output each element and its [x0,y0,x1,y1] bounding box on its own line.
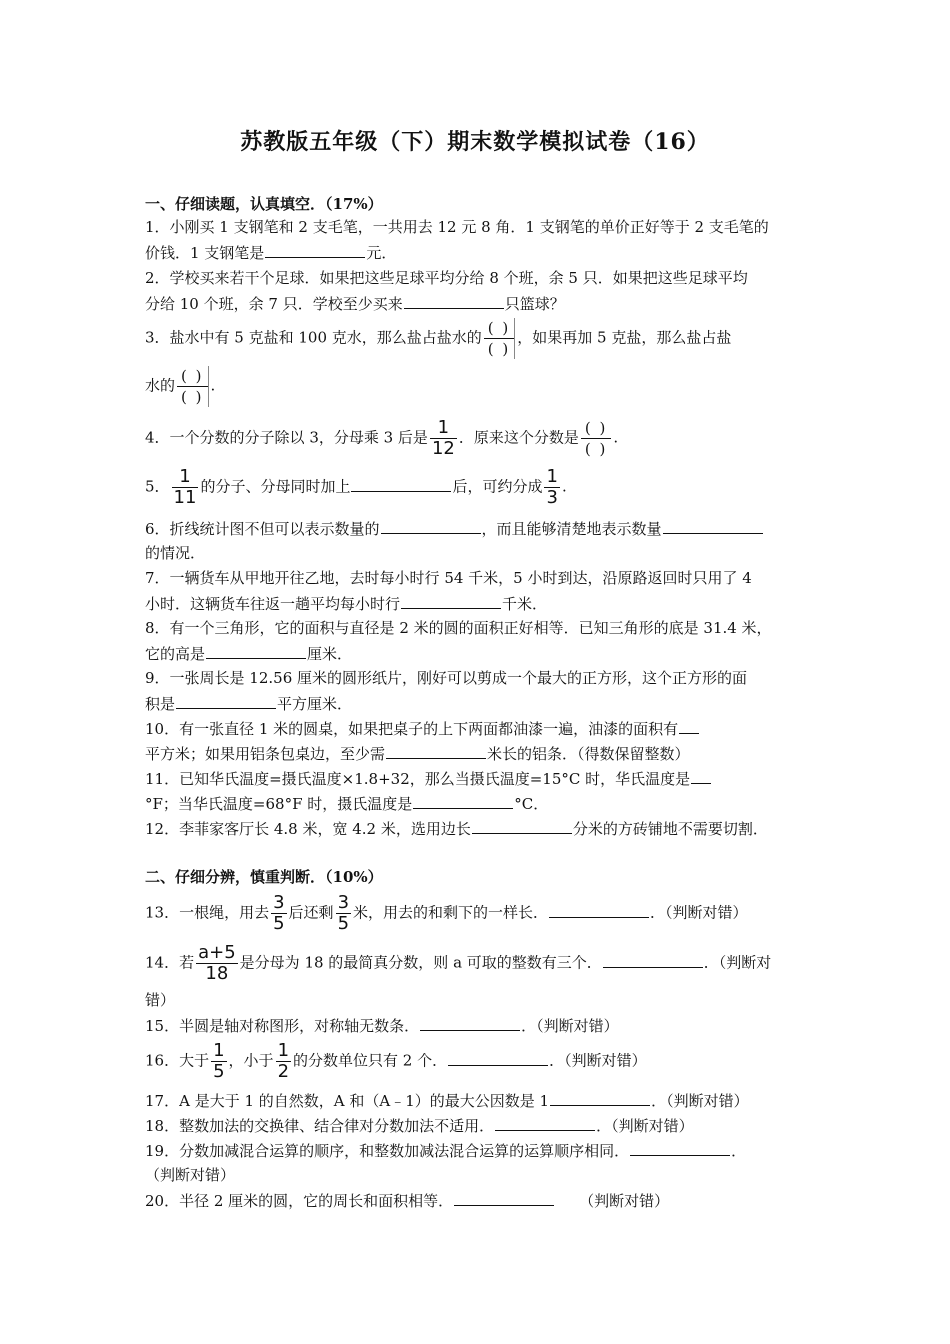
question-16-text: 16．大于 [145,1051,210,1070]
question-13-text: 13．一根绳，用去 [145,903,270,922]
question-4-text: 4．一个分数的分子除以 3，分母乘 3 后是 [145,428,428,447]
numerator-paren: ( ) [181,367,204,385]
fraction-3-5 [271,893,286,934]
answer-blank[interactable] [401,593,501,609]
numerator-paren: ( ) [487,319,511,337]
question-16-text-3: 的分数单位只有 2 个． [293,1051,448,1070]
question-18-text: 18．整数加法的交换律、结合律对分数加法不适用． [145,1117,495,1135]
answer-blank[interactable] [265,242,365,258]
answer-blank[interactable] [206,643,306,659]
fraction-denominator: 11 [173,487,197,508]
question-3-line-1 [145,318,731,359]
question-4-end: . [613,428,619,447]
answer-blank[interactable] [663,518,763,534]
question-10-line-1 [145,718,700,739]
answer-blank[interactable] [404,293,504,309]
answer-blank[interactable] [691,768,711,784]
question-17-note: ．（判断对错） [651,1092,749,1110]
question-10-text-3: 米长的铝条．（得数保留整数） [487,745,690,763]
fraction-answer-box[interactable] [177,366,208,407]
question-5-text: 的分子、分母同时加上 [200,477,351,496]
question-19-line-2: （判断对错） [145,1166,236,1184]
question-3-line-2 [145,366,215,407]
fraction-numerator: 1 [179,466,191,487]
question-8-text: 它的高是 [145,645,206,663]
answer-blank[interactable] [413,793,513,809]
question-19-text: 19．分数加减混合运算的顺序，和整数加减法混合运算的运算顺序相同． [145,1142,630,1160]
question-10-text-2: 平方米；如果用铝条包桌边，至少需 [145,745,386,763]
question-8-unit: 厘米． [307,645,353,663]
fraction-1-11 [172,467,199,508]
fraction-numerator: 1 [546,466,558,487]
question-16-text-2: ，小于 [228,1051,274,1070]
fraction-3-5 [336,893,351,934]
question-9-line-2 [145,693,352,714]
question-6-line-2: 的情况． [145,544,206,562]
question-2-line-1: 2．学校买来若干个足球．如果把这些足球平均分给 8 个班，余 5 只．如果把这些足球平均 [145,269,748,287]
question-11-unit: °C． [514,795,549,813]
question-8-line-2 [145,643,352,664]
answer-blank[interactable] [381,518,481,534]
fraction-1-5 [211,1041,226,1082]
question-4-text-2: ．原来这个分数是 [458,428,579,447]
question-14-text-2: 是分母为 18 的最简真分数，则 a 可取的整数有三个． [239,953,602,972]
question-3-text-2: ，如果再加 5 克盐，那么盐占盐 [517,328,732,347]
question-8-line-1: 8．有一个三角形，它的面积与直径是 2 米的圆的面积正好相等．已知三角形的底是 31.4 米， [145,619,772,637]
question-2-unit: 只篮球？ [504,295,565,313]
question-17-line [145,1090,749,1111]
answer-blank[interactable] [630,1140,730,1156]
question-1-text: 价钱．1 支钢笔是 [145,244,265,262]
question-18-line [145,1115,694,1136]
question-15-note: ．（判断对错） [521,1017,619,1035]
question-3-text: 3．盐水中有 5 克盐和 100 克水，那么盐占盐水的 [145,328,482,347]
fraction-denominator: 5 [213,1061,225,1082]
fraction-1-2 [276,1041,291,1082]
fraction-numerator: 3 [337,892,350,913]
question-16-line [145,1041,647,1082]
question-17-text: 17．A 是大于 1 的自然数，A 和（A﹣1）的最大公因数是 1 [145,1092,550,1110]
question-7-text: 小时．这辆货车往返一趟平均每小时行 [145,595,401,613]
question-14-line-2: 错） [145,991,176,1009]
question-19-end: ． [731,1142,747,1160]
denominator-paren: ( ) [177,386,207,407]
question-20-line [145,1190,669,1211]
question-5-number: 5． [145,477,170,496]
question-20-note: （判断对错） [579,1192,670,1210]
question-11-text: 11．已知华氏温度=摄氏温度×1.8+32，那么当摄氏温度=15°C 时，华氏温度是 [145,770,691,788]
question-7-line-2 [145,593,547,614]
fraction-numerator: 1 [437,417,450,438]
question-10-line-2 [145,743,690,764]
question-5-text-2: 后，可约分成 [452,477,543,496]
answer-blank[interactable] [420,1015,520,1031]
answer-blank[interactable] [386,743,486,759]
fraction-numerator: a+5 [198,942,236,963]
answer-blank[interactable] [351,476,451,492]
question-9-unit: 平方厘米． [277,695,353,713]
fraction-1-3 [544,467,559,508]
question-1-unit: 元． [366,244,397,262]
fraction-denominator: 2 [277,1061,290,1082]
question-6-line-1 [145,518,764,539]
fraction-answer-box[interactable] [484,318,515,359]
fraction-1-12 [430,418,457,459]
answer-blank[interactable] [176,693,276,709]
fraction-numerator: 1 [213,1040,225,1061]
question-7-line-1: 7．一辆货车从甲地开往乙地，去时每小时行 54 千米，5 小时到达，沿原路返回时只用了 4 [145,569,752,587]
question-19-line-1 [145,1140,746,1161]
question-2-line-2 [145,293,565,314]
section-heading-judge: 二、仔细分辨，慎重判断．（10%） [145,868,383,886]
question-5-end: . [561,477,567,496]
question-4-line [145,418,618,459]
question-9-text: 积是 [145,695,176,713]
question-14-note: ．（判断对 [703,953,772,972]
question-15-text: 15．半圆是轴对称图形，对称轴无数条． [145,1017,420,1035]
numerator-paren: ( ) [584,419,608,437]
fraction-numerator: 3 [273,892,285,913]
page-title: 苏教版五年级（下）期末数学模拟试卷（16） [240,129,710,155]
answer-blank[interactable] [550,1090,650,1106]
question-13-text-3: 米，用去的和剩下的一样长． [353,903,549,922]
answer-blank[interactable] [549,902,649,918]
question-12-line [145,818,768,839]
answer-blank[interactable] [603,952,703,968]
question-11-text-2: °F；当华氏温度=68°F 时，摄氏温度是 [145,795,413,813]
question-13-text-2: 后还剩 [288,903,334,922]
fraction-a-plus-5-over-18 [196,943,238,984]
denominator-paren: ( ) [484,338,514,359]
denominator-paren: ( ) [581,438,611,459]
question-18-note: ．（判断对错） [596,1117,694,1135]
answer-blank[interactable] [472,818,572,834]
fraction-answer-box[interactable] [581,418,611,459]
question-14-text: 14．若 [145,953,195,972]
question-3-end: . [210,376,216,395]
fraction-denominator: 3 [546,487,558,508]
answer-blank[interactable] [495,1115,595,1131]
question-15-line [145,1015,619,1036]
question-3-text-3: 水的 [145,376,176,395]
answer-blank[interactable] [448,1050,548,1066]
question-1-line-2 [145,242,396,263]
question-13-note: ．（判断对错） [650,903,748,922]
fraction-denominator: 12 [431,438,455,459]
question-1-line-1: 1．小刚买 1 支钢笔和 2 支毛笔，一共用去 12 元 8 角．1 支钢笔的单价正好等于 2 支毛笔的 [145,218,769,236]
question-11-line-1 [145,768,712,789]
fraction-denominator: 5 [273,913,285,934]
question-10-text: 10．有一张直径 1 米的圆桌，如果把桌子的上下两面都油漆一遍，油漆的面积有 [145,720,679,738]
question-9-line-1: 9．一张周长是 12.56 厘米的圆形纸片，刚好可以剪成一个最大的正方形，这个正方形的面 [145,669,748,687]
answer-blank[interactable] [679,718,699,734]
question-16-note: ．（判断对错） [549,1051,647,1070]
question-7-unit: 千米． [502,595,548,613]
question-2-text: 分给 10 个班，余 7 只．学校至少买来 [145,295,403,313]
question-20-text: 20．半径 2 厘米的圆，它的周长和面积相等． [145,1192,454,1210]
question-12-text-2: 分米的方砖铺地不需要切割． [572,820,768,838]
question-13-line [145,893,748,934]
question-6-text-2: ，而且能够清楚地表示数量 [481,520,662,538]
question-12-text: 12．李菲家客厅长 4.8 米，宽 4.2 米，选用边长 [145,820,471,838]
fraction-denominator: 18 [196,963,238,984]
question-11-line-2 [145,793,548,814]
fraction-denominator: 5 [337,913,350,934]
fraction-numerator: 1 [277,1040,290,1061]
question-5-line [145,467,567,508]
question-14-line-1 [145,943,771,984]
question-6-text: 6．折线统计图不但可以表示数量的 [145,520,380,538]
section-heading-fill: 一、仔细读题，认真填空．（17%） [145,195,383,213]
answer-blank[interactable] [454,1190,554,1206]
